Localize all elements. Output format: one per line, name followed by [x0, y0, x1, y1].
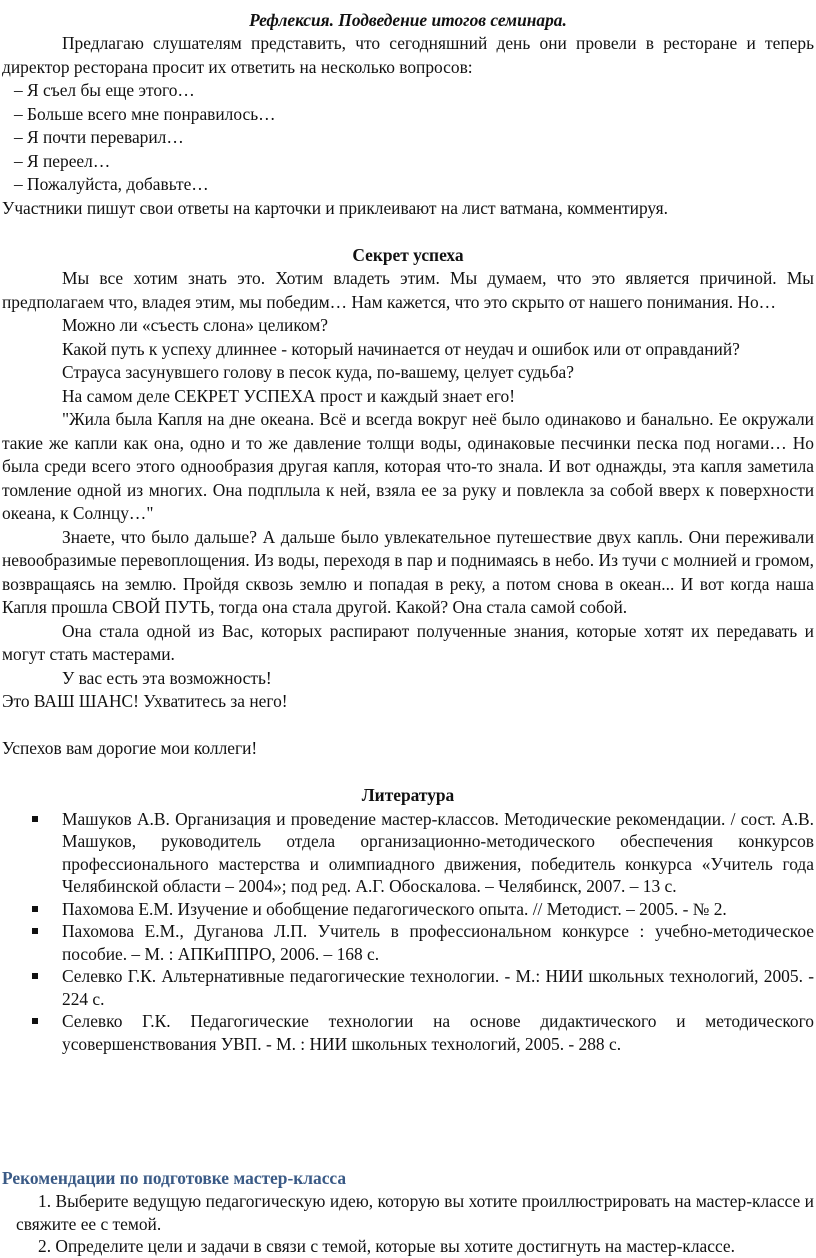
reflection-answer: – Пожалуйста, добавьте… — [14, 174, 209, 194]
literature-title: Литература — [361, 785, 455, 805]
recommendation-item: 2. Определите цели и задачи в связи с темой, которые вы хотите достигнуть на мастер-классе. — [38, 1236, 735, 1256]
reflection-closing: Участники пишут свои ответы на карточки и приклеивают на лист ватмана, комментируя. — [2, 197, 669, 218]
success-title: Секрет успеха — [352, 244, 464, 265]
success-paragraph: Она стала одной из Вас, которых распирают полученные знания, которые хотят их передавать и могут стать мастерами. — [2, 620, 814, 664]
square-bullet-icon — [32, 1018, 38, 1024]
literature-item-text: Пахомова Е.М., Дуганова Л.П. Учитель в профессиональном конкурсе : учебно-методическое пособие. – М. : АПКиППРО, 2006. – 168 с. — [62, 921, 814, 964]
story-paragraph: "Жила была Капля на дне океана. Всё и всегда вокруг неё было одинаково и банально. Ее окружали такие же капли как она, одно и то же давление толщи воды, одинаковые песчинки песка под ногами… Но была среди всего этого однообразия другая капля, которая что-то знала. И вот однажды, эта капля заметила томление одной из многих. Она подплыла к ней, взяла ее за руку и повлекла за собой вверх к поверхности океана, к Солнцу…" — [2, 409, 814, 523]
reflection-intro: Предлагаю слушателям представить, что сегодняшний день они провели в ресторане и теперь директор ресторана просит их ответить на несколько вопросов: — [2, 33, 814, 77]
square-bullet-icon — [32, 816, 38, 822]
literature-item — [2, 808, 814, 898]
literature-item — [2, 1010, 814, 1055]
success-paragraph: У вас есть эта возможность! — [62, 667, 272, 688]
literature-item — [2, 898, 814, 921]
literature-item-text: Машуков А.В. Организация и проведение мастер-классов. Методические рекомендации. / сост. А.В. Машуков, руководитель отдела организационно-методического обеспечения конкурсов профессионального мастерства и олимпиадного движения, победитель конкурса «Учитель года Челябинской области – 2004»; под ред. А.Г. Обоскалова. – Челябинск, 2007. – 13 с. — [62, 808, 814, 896]
reflection-title: Рефлексия. Подведение итогов семинара. — [249, 10, 567, 30]
spacer — [2, 761, 814, 785]
literature-item — [2, 920, 814, 965]
literature-item-text: Пахомова Е.М. Изучение и обобщение педагогического опыта. // Методист. – 2005. - № 2. — [62, 898, 727, 919]
literature-item-text: Селевко Г.К. Педагогические технологии на основе дидактического и методического усовершенствования УВП. - М. : НИИ школьных технологий, 2005. - 288 с. — [62, 1011, 814, 1054]
reflection-answer: – Больше всего мне понравилось… — [14, 103, 276, 124]
square-bullet-icon — [32, 906, 38, 912]
success-paragraph: Мы все хотим знать это. Хотим владеть этим. Мы думаем, что это является причиной. Мы предполагаем что, владея этим, мы победим… Нам кажется, что это скрыто от нашего понимания. Но… — [2, 268, 814, 312]
recommendations-list — [2, 1190, 814, 1258]
spacer — [2, 1055, 814, 1167]
success-paragraph: На самом деле СЕКРЕТ УСПЕХА прост и каждый знает его! — [62, 385, 515, 406]
spacer — [2, 714, 814, 738]
literature-item-text: Селевко Г.К. Альтернативные педагогические технологии. - М.: НИИ школьных технологий, 2005. - 224 с. — [62, 966, 814, 1009]
spacer — [2, 220, 814, 244]
reflection-answer: – Я съел бы еще этого… — [14, 80, 195, 100]
recommendations-title: Рекомендации по подготовке мастер-класса — [2, 1168, 347, 1188]
success-paragraph: Страуса засунувшего голову в песок куда, по-вашему, целует судьба? — [62, 362, 574, 382]
success-paragraph: Можно ли «съесть слона» целиком? — [62, 315, 328, 335]
square-bullet-icon — [32, 973, 38, 979]
recommendation-item: 1. Выберите ведущую педагогическую идею, которую вы хотите проиллюстрировать на мастер-классе и свяжите ее с темой. — [16, 1191, 814, 1234]
success-wish: Успехов вам дорогие мои коллеги! — [2, 738, 258, 758]
square-bullet-icon — [32, 928, 38, 934]
success-paragraph: Это ВАШ ШАНС! Ухватитесь за него! — [2, 691, 288, 711]
literature-list — [2, 808, 814, 1056]
reflection-answer: – Я переел… — [14, 150, 111, 171]
story-paragraph: Знаете, что было дальше? А дальше было увлекательное путешествие двух капль. Они переживали невообразимые перевоплощения. Из воды, переходя в пар и поднимаясь в небо. Из тучи с молнией и громом, возвращаясь на землю. Пройдя сквозь землю и попадая в реку, а потом снова в океан... И вот когда наша Капля прошла СВОЙ ПУТЬ, тогда она стала другой. Какой? Она стала самой собой. — [2, 526, 814, 617]
success-paragraph: Какой путь к успеху длиннее - который начинается от неудач и ошибок или от оправданий? — [62, 338, 740, 359]
reflection-answer: – Я почти переварил… — [14, 127, 184, 147]
literature-item — [2, 965, 814, 1010]
